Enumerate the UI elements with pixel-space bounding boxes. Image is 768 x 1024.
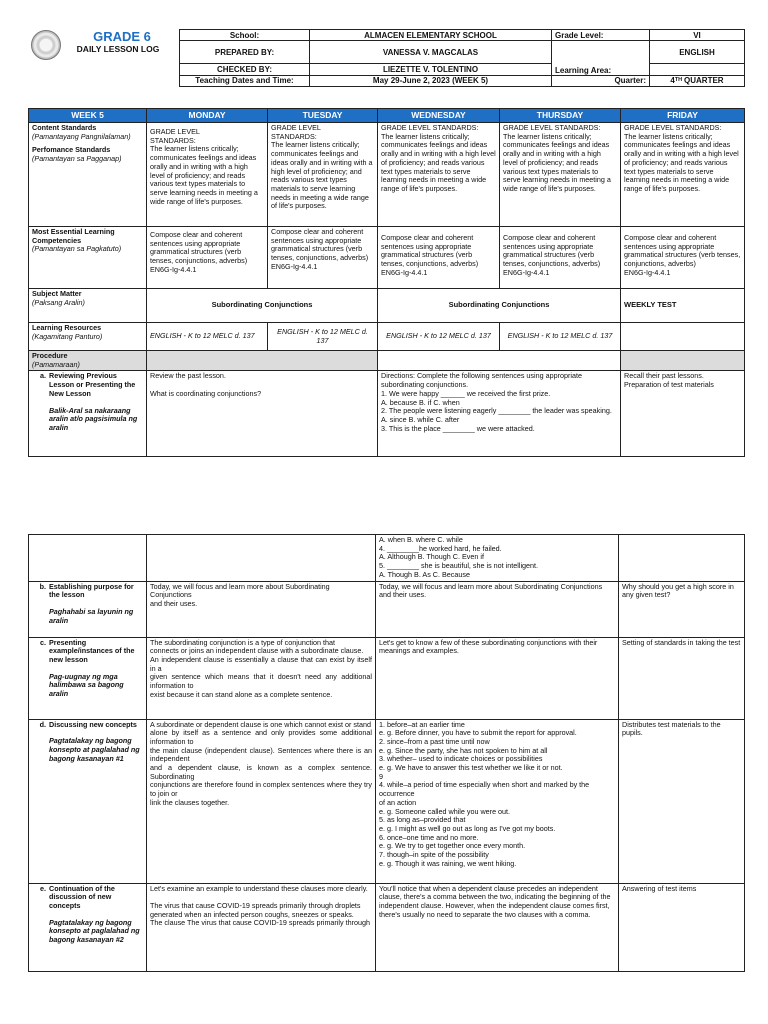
log-title: DAILY LESSON LOG [76, 44, 160, 54]
content-standards-monday: GRADE LEVEL STANDARDS: The learner listens critically; communicates feelings and ideas orally and in writing with a high level of proficiency; and reads various text types materials to serve learning needs in meeting a wide range of life's purposes. [150, 127, 258, 206]
step-e-friday: Answering of test items [622, 883, 697, 893]
subject-matter-wed-thu: Subordinating Conjunctions [378, 289, 621, 323]
competencies-monday: Compose clear and coherent sentences using appropriate grammatical structures (verb tenses, conjunctions, adverbs) EN6G-Ig-4.4.1 [150, 230, 248, 274]
competencies-thursday: Compose clear and coherent sentences using appropriate grammatical structures (verb tenses, conjunctions, adverbs) EN6G-Ig-4.4.1 [503, 233, 601, 277]
procedure-sub: (Pamamaraan) [32, 359, 80, 369]
step-d-sub: Pagtatalakay ng bagong konsepto at paglalahad ng bagong kasanayan #1 [49, 736, 140, 763]
step-a-sub: Balik-Aral sa nakaraang aralin at/o pagsisimula ng aralin [49, 405, 138, 432]
step-e-sub: Pagtatalakay ng bagong konsepto at paglalahad ng bagong kasanayan #2 [49, 917, 140, 945]
content-standards-thursday: GRADE LEVEL STANDARDS: The learner listens critically; communicates feelings and ideas orally and in writing with a high level of proficiency; and reads various text types materials to serve learning needs in meeting a wide range of life's purposes. [503, 123, 611, 193]
resources-monday: ENGLISH - K to 12 MELC d. 137 [147, 323, 268, 351]
grade-title: GRADE 6 [93, 29, 151, 44]
procedure-title: Procedure [32, 351, 68, 360]
step-b-friday: Why should you get a high score in any given test? [622, 581, 734, 600]
learning-area-filler [650, 64, 745, 75]
step-a-mon-tue: Review the past lesson. What is coordinating conjunctions? [150, 371, 262, 398]
step-a-title: Reviewing Previous Lesson or Presenting the New Lesson [49, 371, 136, 398]
step-b-row [29, 581, 745, 637]
step-e-title: Continuation of the discussion of new concepts [49, 883, 115, 910]
step-b-wed-thu: Today, we will focus and learn more about Subordinating Conjunctions and their uses. [379, 581, 603, 600]
col-friday: FRIDAY [621, 109, 745, 123]
resources-tuesday: ENGLISH - K to 12 MELC d. 137 [268, 323, 378, 351]
resources-sub: (Kagamitang Panturo) [32, 331, 103, 341]
step-e-row [29, 883, 745, 971]
step-e-wed-thu: You'll notice that when a dependent clause precedes an independent clause, there's a comma between the two, indicating the beginning of the independent clause. However, when the independent clause comes first, there's usually no need to separate the two clauses with a comma. [379, 883, 611, 919]
content-standards-sub: (Pamantayang Pangnilalaman) [32, 131, 131, 141]
subject-matter-row [29, 289, 745, 323]
learning-area-value: ENGLISH [650, 41, 745, 64]
step-b-mon-tue: Today, we will focus and learn more about Subordinating Conjunctions and their uses. [150, 581, 330, 608]
quarter-label: Quarter: [552, 75, 650, 86]
quarter-value: 4ᵀᴴ QUARTER [650, 75, 745, 86]
content-standards-wednesday: GRADE LEVEL STANDARDS: The learner listens critically; communicates feelings and ideas orally and in writing with a high level of proficiency; and reads various text types materials to serve learning needs in meeting a wide range of life's purposes. [381, 123, 496, 193]
competencies-tuesday: Compose clear and coherent sentences using appropriate grammatical structures (verb tenses, conjunctions, adverbs) EN6G-Ig-4.4.1 [271, 227, 369, 271]
content-standards-row [29, 123, 745, 227]
step-c-mon-tue: The subordinating conjunction is a type of conjunction that connects or joins an independent clause with a subordinate clause. An independent clause is essentially a clause that can exist by itself in a given sentence which means that it doesn't need any additional information to exist because it can stand alone as a complete sentence. [150, 637, 372, 699]
subject-matter-title: Subject Matter [32, 289, 82, 298]
step-d-friday: Distributes test materials to the pupils. [622, 719, 721, 738]
step-a-friday: Recall their past lessons. Preparation of test materials [624, 371, 714, 390]
col-week: WEEK 5 [29, 109, 147, 123]
step-a-row [29, 371, 745, 457]
prepared-label: PREPARED BY: [180, 41, 310, 64]
step-c-row [29, 637, 745, 719]
content-standards-friday: GRADE LEVEL STANDARDS: The learner listens critically; communicates feelings and ideas orally and in writing with a high level of proficiency; and reads various text types materials to serve learning needs in meeting a wide range of life's purposes. [624, 123, 739, 193]
step-b-letter: b. [39, 581, 46, 591]
resources-thursday: ENGLISH - K to 12 MELC d. 137 [500, 323, 621, 351]
grade-level-label: Grade Level: [552, 30, 650, 41]
col-monday: MONDAY [147, 109, 268, 123]
dates-value: May 29-June 2, 2023 (WEEK 5) [310, 75, 552, 86]
step-d-mon-tue: A subordinate or dependent clause is one which cannot exist or stand alone by itself as a sentence and only provides some additional information to the main clause (independent clause). Sentences where there is an independent and a dependent clause, is known as a complex sentence. Subordinating conjunctions are therefore found in complex sentences where they try to join or link the clauses together. [150, 719, 372, 807]
lesson-grid-bottom [28, 534, 745, 972]
resources-wednesday: ENGLISH - K to 12 MELC d. 137 [378, 323, 500, 351]
performance-standards-sub: (Pamantayan sa Pagganap) [32, 154, 122, 164]
step-c-friday: Setting of standards in taking the test [622, 637, 741, 647]
col-thursday: THURSDAY [500, 109, 621, 123]
step-c-sub: Pag-uugnay ng mga halimbawa sa bagong aralin [49, 671, 124, 699]
subject-matter-mon-tue: Subordinating Conjunctions [147, 289, 378, 323]
step-e-letter: e. [40, 883, 46, 893]
school-label: School: [180, 30, 310, 41]
checked-label: CHECKED BY: [180, 64, 310, 75]
step-c-letter: c. [40, 637, 46, 647]
deped-seal-icon [31, 30, 61, 60]
step-e-mon-tue: Let's examine an example to understand these clauses more clearly. The virus that cause COVID-19 spreads primarily through droplets generated when an infected person coughs, sneezes or speaks. The clause The virus that cause COVID-19 spreads primarily through [150, 883, 370, 928]
grade-level-value: VI [650, 30, 745, 41]
col-tuesday: TUESDAY [268, 109, 378, 123]
learning-area-label: Learning Area: [552, 41, 650, 75]
step-b-title: Establishing purpose for the lesson [49, 581, 134, 600]
step-a-wed-thu: Directions: Complete the following sentences using appropriate subordinating conjunctions. 1. We were happy ______ we received the first prize. A. because B. if C. when 2. The people were listening eagerly ________ the leader was speaking. A. since B. while C. after 3. This is the place ________ we were attacked. [381, 371, 612, 433]
competencies-row [29, 227, 745, 289]
resources-friday [621, 323, 745, 351]
competencies-sub: (Pamantayan sa Pagkatuto) [32, 244, 122, 254]
competencies-wednesday: Compose clear and coherent sentences using appropriate grammatical structures (verb tenses, conjunctions, adverbs) EN6G-Ig-4.4.1 [381, 233, 479, 277]
step-d-title: Discussing new concepts [49, 719, 137, 729]
info-table [179, 29, 745, 87]
subject-matter-sub: (Paksang Aralin) [32, 297, 85, 307]
resources-row [29, 323, 745, 351]
procedure-row [29, 351, 745, 371]
step-d-letter: d. [39, 719, 46, 729]
col-wednesday: WEDNESDAY [378, 109, 500, 123]
dates-label: Teaching Dates and Time: [180, 75, 310, 86]
resources-title: Learning Resources [32, 323, 102, 332]
subject-matter-friday: WEEKLY TEST [621, 289, 745, 323]
checked-value: LIEZETTE V. TOLENTINO [310, 64, 552, 75]
step-b-sub: Paghahabi sa layunin ng aralin [49, 606, 134, 625]
performance-standards-title: Perfomance Standards [32, 145, 111, 155]
step-a-letter: a. [40, 371, 46, 381]
lesson-grid-top [28, 108, 745, 457]
step-a-continued-wed-thu: A. when B. where C. while 4. ________he worked hard, he failed. A. Although B. Though C. Even if 5. ________ she is beautiful, she is not intelligent. A. Though B. As C. Because [379, 535, 539, 579]
step-c-wed-thu: Let's get to know a few of these subordinating conjunctions with their meanings and examples. [379, 637, 598, 656]
competencies-friday: Compose clear and coherent sentences using appropriate grammatical structures (verb tenses, conjunctions, adverbs) EN6G-Ig-4.4.1 [624, 233, 741, 277]
content-standards-title: Content Standards [32, 123, 97, 132]
competencies-title: Most Essential Learning Competencies [32, 227, 115, 245]
content-standards-tuesday: GRADE LEVEL STANDARDS: The learner listens critically; communicates feelings and ideas orally and in writing with a high level of proficiency; and reads various text types materials to serve learning needs in meeting a wide range of life's purposes. [271, 123, 373, 211]
step-d-wed-thu: 1. before–at an earlier time e. g. Before dinner, you have to submit the report for approval. 2. since–from a past time until now e. g. Since the party, she has not spoken to him at all 3. whether– used to indicate choices or possibilities e. g. We have to answer this test whether we like it or not. 9 4. while–a period of time especially when short and marked by the occurrence of an action e. g. Someone called while you were out. 5. as long as–provided that e. g. I might as well go out as long as I've got my boots. 6. once–one time and no more. e. g. We try to get together once every month. 7. though–in spite of the possibility e. g. Though it was raining, we went hiking. [379, 719, 590, 868]
step-c-title: Presenting example/instances of the new lesson [49, 637, 135, 664]
step-d-row [29, 719, 745, 883]
prepared-value: VANESSA V. MAGCALAS [310, 41, 552, 64]
step-a-continued-row [29, 535, 745, 582]
school-value: ALMACEN ELEMENTARY SCHOOL [310, 30, 552, 41]
